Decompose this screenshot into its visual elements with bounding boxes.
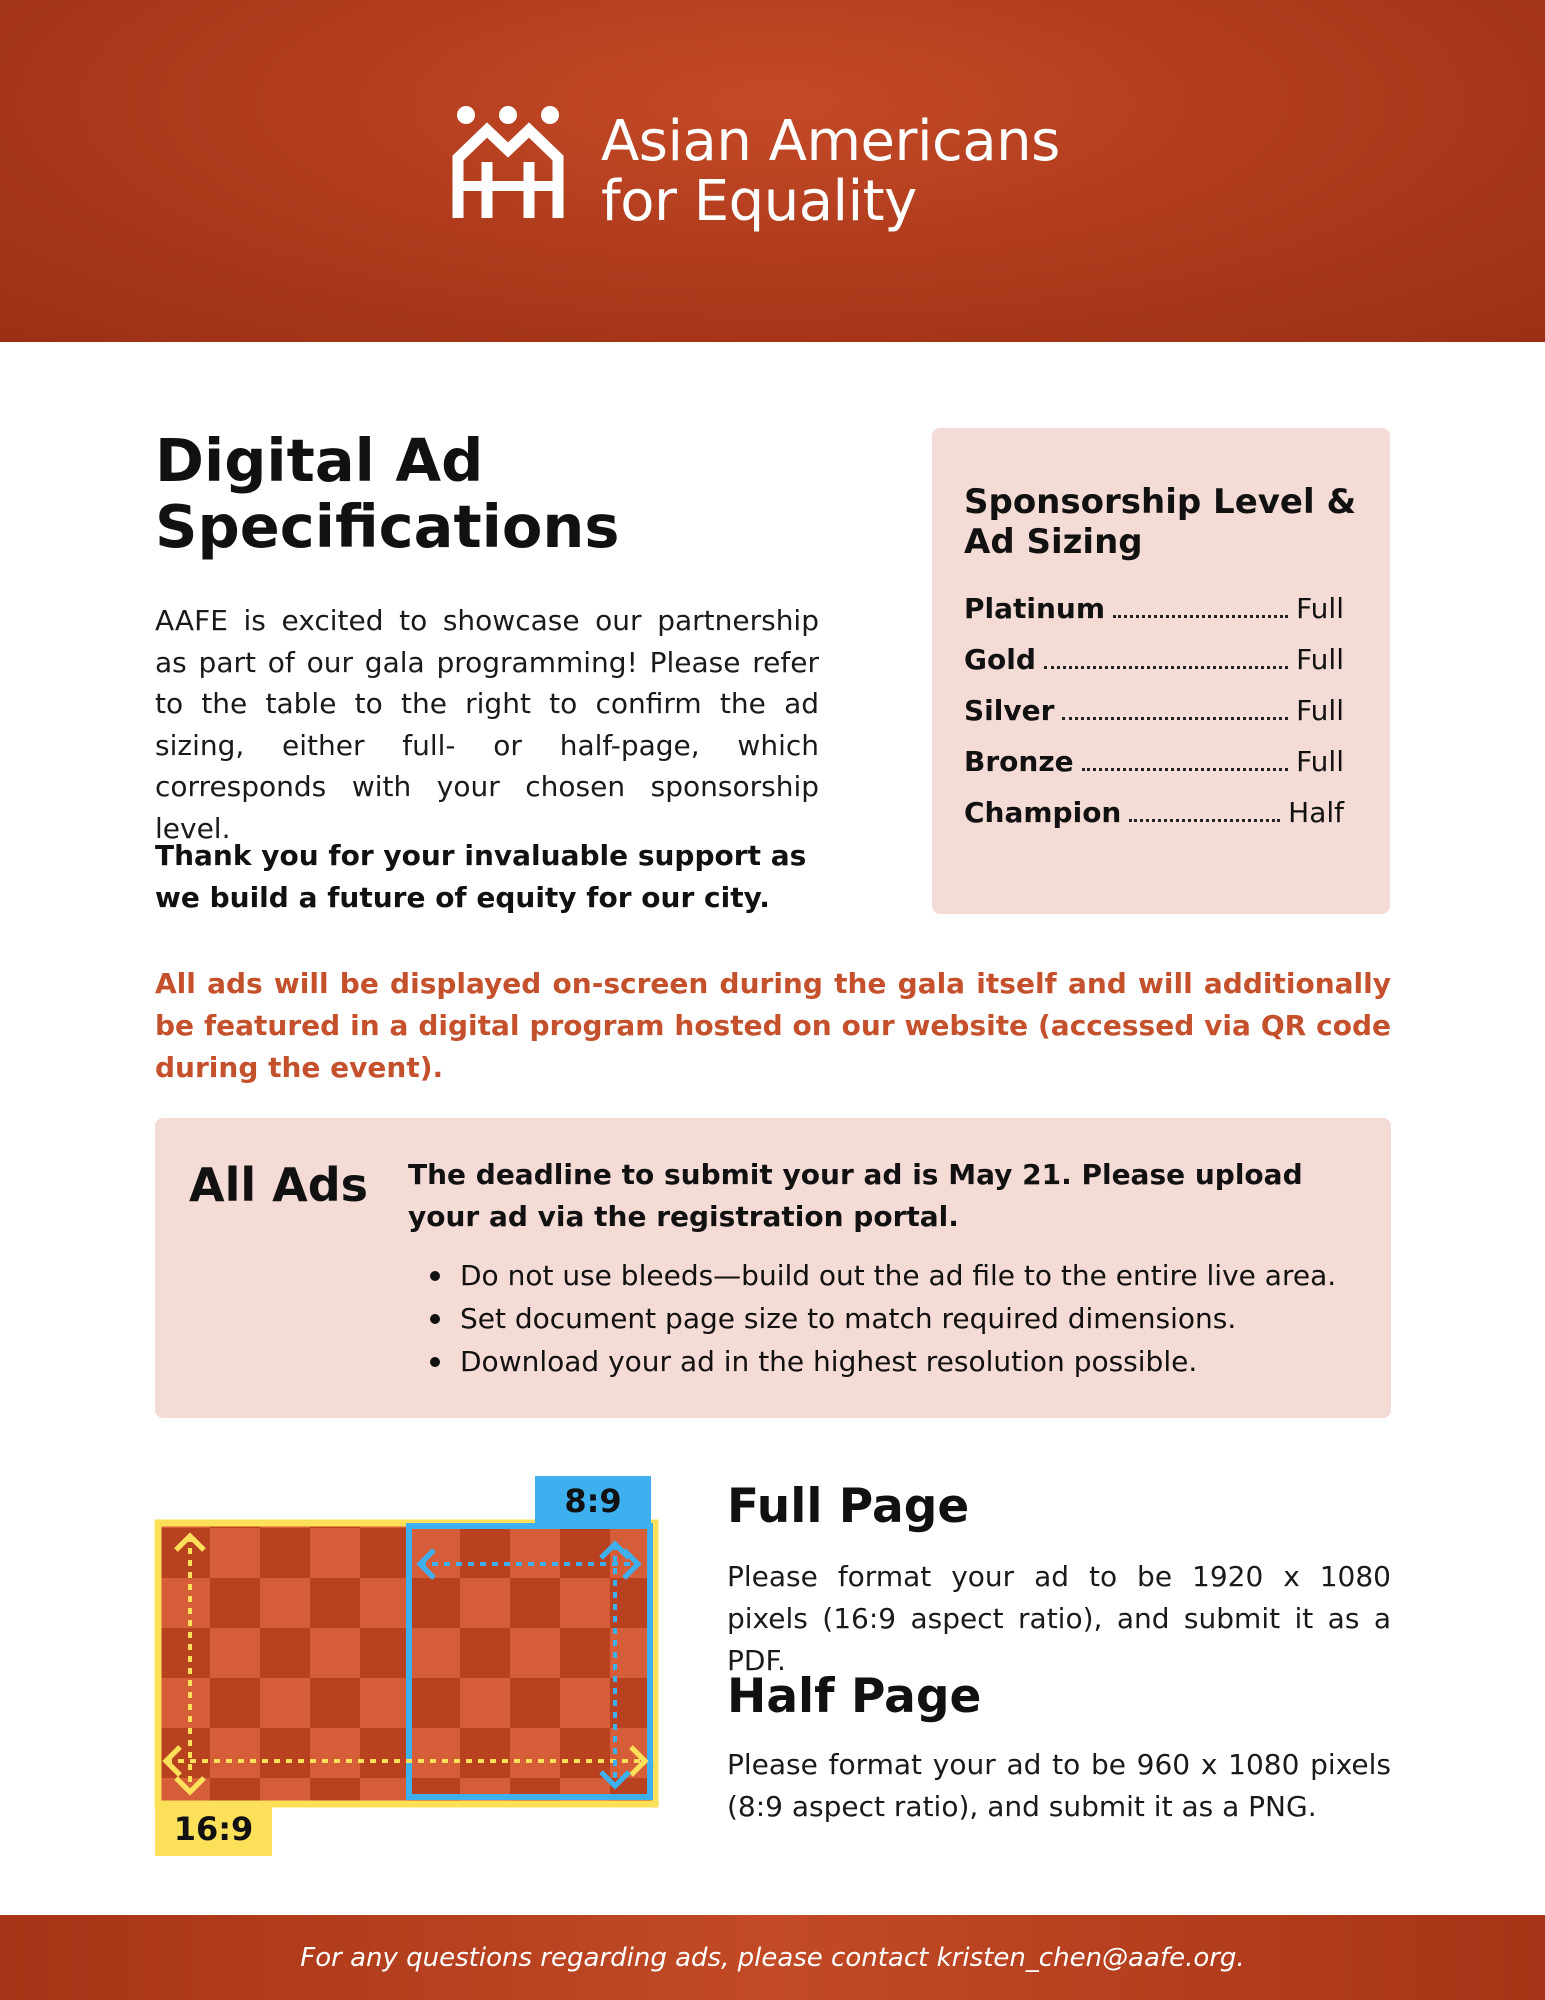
dot-leader — [1044, 666, 1288, 669]
intro-paragraph: AAFE is excited to showcase our partnership as part of our gala programming! Please refer to the table to the right to confirm the ad sizing, either full- or half-page, which corresponds with your chosen sponsorship level. — [155, 604, 819, 845]
half-page-frame — [409, 1526, 650, 1797]
sponsorship-row — [964, 796, 1344, 847]
half-page-title: Half Page — [727, 1669, 982, 1724]
full-page-title: Full Page — [727, 1479, 970, 1534]
sponsorship-level: Champion — [964, 796, 1122, 829]
sponsorship-level: Platinum — [964, 592, 1106, 625]
aafe-people-houses-icon — [452, 106, 564, 220]
ad-size: Full — [1296, 745, 1344, 778]
sponsorship-level: Gold — [964, 643, 1036, 676]
org-name-line2: for Equality — [601, 169, 917, 234]
requirements-list — [408, 1254, 1368, 1383]
ad-size: Half — [1288, 796, 1344, 829]
display-notice: All ads will be displayed on-screen during the gala itself and will additionally be featured in a digital program hosted on our website (accessed via QR code during the event). — [155, 967, 1391, 1084]
contact-text: For any questions regarding ads, please contact kristen_chen@aafe.org. — [300, 1942, 1245, 1973]
ad-size: Full — [1296, 592, 1344, 625]
header-banner — [0, 0, 1545, 342]
sponsorship-level: Bronze — [964, 745, 1074, 778]
full-page-description: Please format your ad to be 1920 x 1080 pixels (16:9 aspect ratio), and submit it as a PDF. — [727, 1560, 1391, 1677]
sponsorship-row — [964, 643, 1344, 694]
ad-size: Full — [1296, 694, 1344, 727]
sponsorship-panel — [932, 428, 1390, 914]
dot-leader — [1062, 717, 1288, 720]
sponsorship-row — [964, 592, 1344, 643]
sponsorship-list — [964, 592, 1344, 847]
sponsorship-level: Silver — [964, 694, 1055, 727]
sponsorship-row — [964, 745, 1344, 796]
sponsorship-row — [964, 694, 1344, 745]
deadline-text: The deadline to submit your ad is May 21. Please upload your ad via the registration portal. — [408, 1158, 1303, 1233]
all-ads-panel — [155, 1118, 1391, 1418]
half-page-description: Please format your ad to be 960 x 1080 pixels (8:9 aspect ratio), and submit it as a PNG. — [727, 1748, 1391, 1823]
dot-leader — [1129, 819, 1280, 822]
dot-leader — [1113, 615, 1288, 618]
list-item: Set document page size to match required dimensions. — [408, 1297, 1368, 1340]
dot-leader — [1082, 768, 1289, 771]
half-ratio-label: 8:9 — [535, 1476, 651, 1526]
ad-size: Full — [1296, 643, 1344, 676]
page-title: Digital Ad Specifications — [155, 426, 620, 561]
full-ratio-label: 16:9 — [155, 1802, 272, 1856]
list-item: Download your ad in the highest resolution possible. — [408, 1340, 1368, 1383]
list-item: Do not use bleeds—build out the ad file to the entire live area. — [408, 1254, 1368, 1297]
footer-banner — [0, 1915, 1545, 2000]
sponsorship-title: Sponsorship Level & Ad Sizing — [964, 482, 1357, 562]
all-ads-title: All Ads — [189, 1158, 369, 1212]
org-name-line1: Asian Americans — [601, 109, 1060, 174]
org-name — [601, 109, 1060, 234]
thanks-paragraph: Thank you for your invaluable support as we build a future of equity for our city. — [155, 839, 807, 914]
full-page-frame — [158, 1523, 655, 1804]
